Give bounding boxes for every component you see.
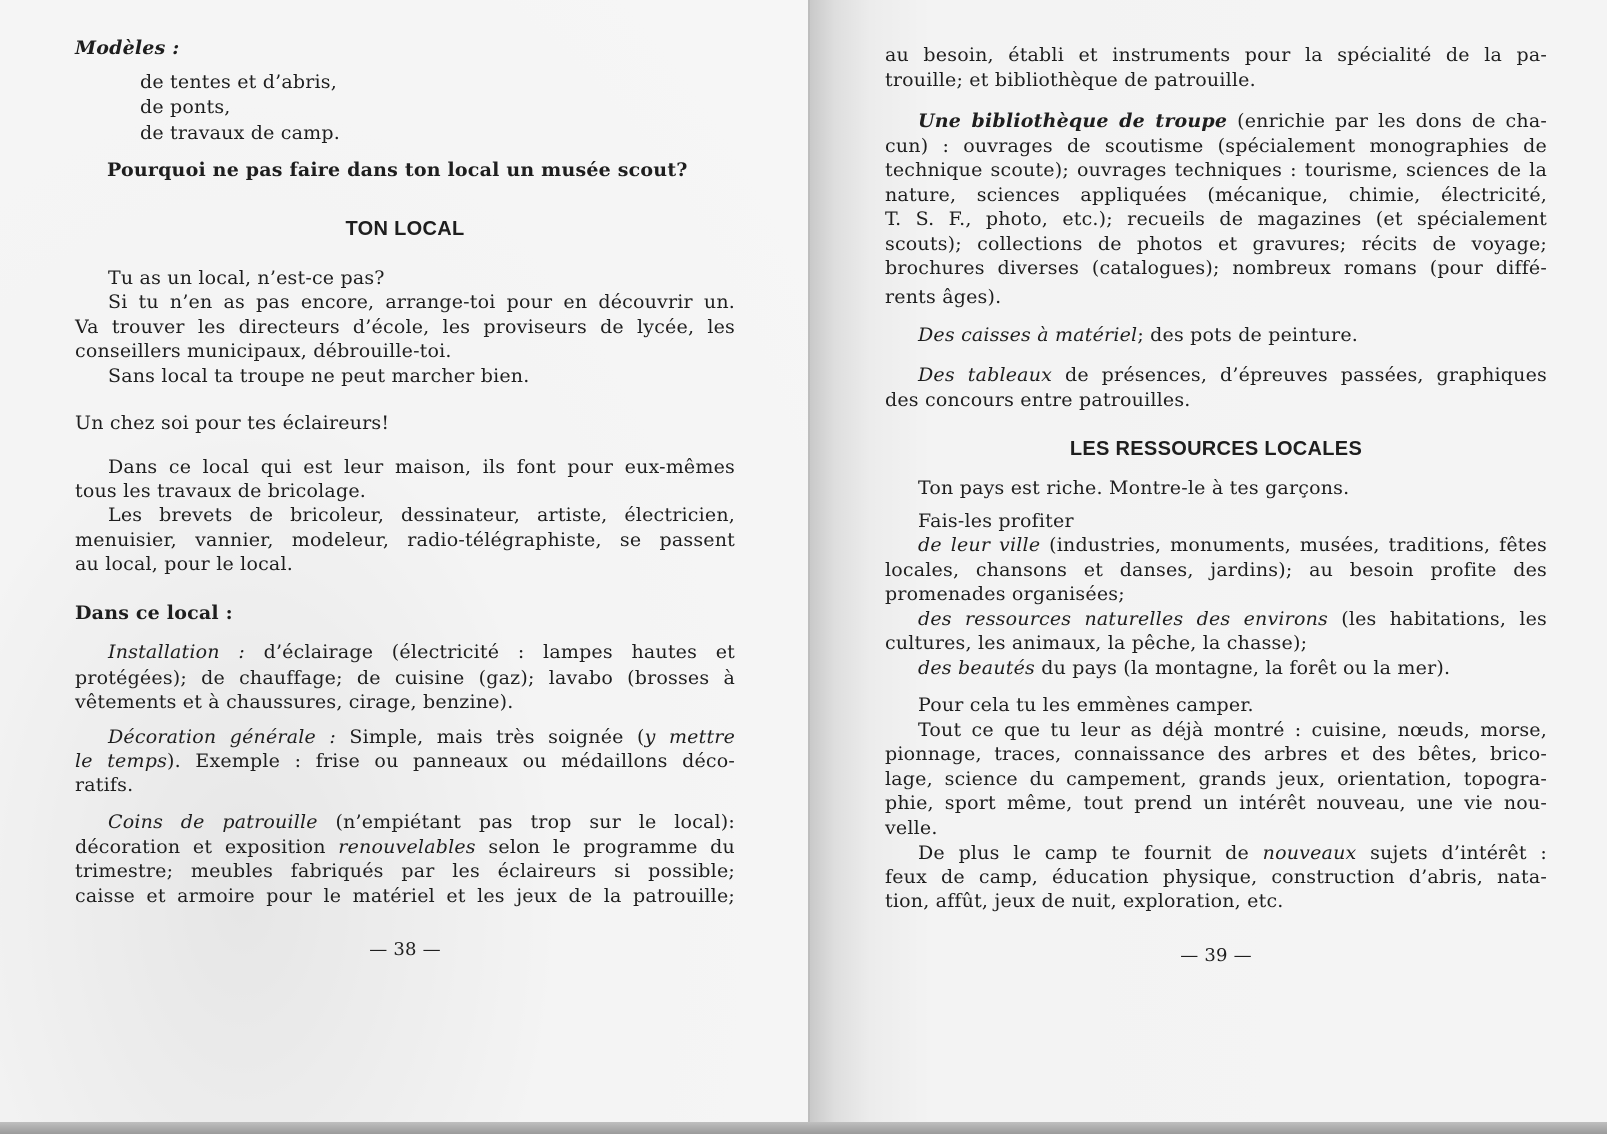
text-span: Simple, mais très soignée ( bbox=[349, 726, 645, 748]
paragraph-line: au besoin, établi et instruments pour la spécialité de la pa- bbox=[885, 44, 1547, 66]
paragraph-line: Sans local ta troupe ne peut marcher bien. bbox=[108, 365, 530, 387]
paragraph-line: nature, sciences appliquées (mécanique, chimie, électricité, bbox=[885, 184, 1547, 206]
modeles-item: de tentes et d’abris, bbox=[140, 71, 337, 93]
text-span: (enrichie par les dons de cha- bbox=[1237, 110, 1547, 132]
paragraph-line: Tout ce que tu leur as déjà montré : cuisine, nœuds, morse, bbox=[918, 719, 1547, 741]
text-span: de présences, d’épreuves passées, graphiques bbox=[1064, 364, 1547, 386]
paragraph-line: T. S. F., photo, etc.); recueils de magazines (et spécialement bbox=[885, 208, 1547, 230]
paragraph-line bbox=[75, 810, 735, 834]
paragraph-line: des concours entre patrouilles. bbox=[885, 389, 1191, 411]
section-heading-ressources-locales: LES RESSOURCES LOCALES bbox=[1069, 438, 1363, 460]
paragraph-line: au local, pour le local. bbox=[75, 553, 293, 575]
italic-span: le temps bbox=[75, 750, 168, 772]
tableaux-label: Des tableaux bbox=[918, 364, 1053, 386]
page-number: — 39 — bbox=[1180, 945, 1252, 966]
text-span: ). Exemple : frise ou panneaux ou médaillons déco- bbox=[167, 750, 735, 772]
paragraph-line: scouts); collections de photos et gravures; récits de voyage; bbox=[885, 233, 1547, 255]
paragraph-line bbox=[885, 533, 1547, 557]
page-number: — 38 — bbox=[369, 939, 441, 960]
paragraph-line bbox=[885, 607, 1547, 631]
paragraph-line bbox=[75, 725, 735, 749]
paragraph-line: conseillers municipaux, débrouille-toi. bbox=[75, 340, 452, 362]
modeles-label: Modèles : bbox=[75, 37, 180, 59]
paragraph-line bbox=[75, 640, 735, 664]
paragraph-line bbox=[885, 109, 1547, 133]
coins-label: Coins de patrouille bbox=[108, 811, 318, 833]
ressources-label: des ressources naturelles des environs bbox=[918, 608, 1328, 630]
paragraph-line bbox=[75, 749, 735, 773]
paragraph-line: velle. bbox=[885, 817, 938, 839]
paragraph-line bbox=[75, 835, 735, 859]
paragraph-line: Ton pays est riche. Montre-le à tes garçons. bbox=[918, 477, 1350, 499]
page-39 bbox=[810, 0, 1607, 1128]
paragraph-line: Dans ce local qui est leur maison, ils font pour eux-mêmes bbox=[108, 456, 735, 478]
paragraph-line: cultures, les animaux, la pêche, la chasse); bbox=[885, 632, 1308, 654]
book-bottom-edge bbox=[0, 1122, 1607, 1134]
text-span: (les habitations, les bbox=[1341, 608, 1547, 630]
text-span: (n’empiétant pas trop sur le local): bbox=[335, 811, 735, 833]
paragraph-line: protégées); de chauffage; de cuisine (gaz); lavabo (brosses à bbox=[75, 667, 735, 689]
paragraph-line: Pour cela tu les emmènes camper. bbox=[918, 694, 1254, 716]
beautes-label: des beautés bbox=[918, 657, 1035, 679]
paragraph-line: Va trouver les directeurs d’école, les proviseurs de lycée, les bbox=[75, 316, 735, 338]
text-span: De plus le camp te fournit de bbox=[918, 842, 1249, 864]
decoration-label: Décoration générale : bbox=[108, 726, 336, 748]
text-span: ; des pots de peinture. bbox=[1137, 324, 1358, 346]
paragraph-line: locales, chansons et danses, jardins); au besoin profite des bbox=[885, 559, 1547, 581]
paragraph-line: phie, sport même, tout prend un intérêt nouveau, une vie nou- bbox=[885, 792, 1547, 814]
paragraph-line: caisse et armoire pour le matériel et les jeux de la patrouille; bbox=[75, 885, 735, 907]
paragraph-line: menuisier, vannier, modeleur, radio-télégraphiste, se passent bbox=[75, 529, 735, 551]
modeles-item: de ponts, bbox=[140, 96, 231, 118]
text-span: du pays (la montagne, la forêt ou la mer). bbox=[1041, 657, 1451, 679]
text-span: sujets d’intérêt : bbox=[1370, 842, 1547, 864]
paragraph-line: Fais-les profiter bbox=[918, 510, 1074, 532]
section-heading-ton-local: TON LOCAL bbox=[345, 218, 465, 240]
paragraph-line: Si tu n’en as pas encore, arrange-toi pour en découvrir un. bbox=[108, 291, 735, 313]
text-span: (industries, monuments, musées, traditions, fêtes bbox=[1049, 534, 1547, 556]
ville-label: de leur ville bbox=[918, 534, 1041, 556]
paragraph-line: tous les travaux de bricolage. bbox=[75, 480, 367, 502]
paragraph-line: vêtements et à chaussures, cirage, benzine). bbox=[75, 691, 514, 713]
paragraph-line: cun) : ouvrages de scoutisme (spécialement monographies de bbox=[885, 135, 1547, 157]
italic-span: nouveaux bbox=[1262, 842, 1357, 864]
paragraph-line: pionnage, traces, connaissance des arbres et des bêtes, brico- bbox=[885, 743, 1547, 765]
italic-span: renouvelables bbox=[338, 836, 476, 858]
paragraph-line: promenades organisées; bbox=[885, 583, 1125, 605]
paragraph-line: brochures diverses (catalogues); nombreux romans (pour diffé- bbox=[885, 257, 1547, 279]
text-span: d’éclairage (électricité : lampes hautes et bbox=[263, 641, 735, 663]
paragraph-line: feux de camp, éducation physique, construction d’abris, nata- bbox=[885, 866, 1547, 888]
text-span: décoration et exposition bbox=[75, 836, 326, 858]
caisses-label: Des caisses à matériel bbox=[918, 324, 1138, 346]
italic-span: y mettre bbox=[644, 726, 736, 748]
paragraph-line: Tu as un local, n’est-ce pas? bbox=[108, 267, 385, 289]
musee-question: Pourquoi ne pas faire dans ton local un musée scout? bbox=[107, 159, 688, 181]
paragraph-line: trouille; et bibliothèque de patrouille. bbox=[885, 69, 1256, 91]
paragraph-line: tion, affût, jeux de nuit, exploration, etc. bbox=[885, 890, 1284, 912]
paragraph-line: trimestre; meubles fabriqués par les éclaireurs si possible; bbox=[75, 860, 735, 882]
modeles-item: de travaux de camp. bbox=[140, 122, 340, 144]
paragraph-line bbox=[885, 323, 1547, 347]
chez-soi-line: Un chez soi pour tes éclaireurs! bbox=[75, 412, 390, 434]
bibliotheque-label: Une bibliothèque de troupe bbox=[918, 110, 1228, 132]
paragraph-line: lage, science du campement, grands jeux, orientation, topogra- bbox=[885, 768, 1547, 790]
paragraph-line: technique scoute); ouvrages techniques : tourisme, sciences de la bbox=[885, 159, 1547, 181]
paragraph-line: ratifs. bbox=[75, 774, 134, 796]
text-span: selon le programme du bbox=[488, 836, 735, 858]
paragraph-line: Les brevets de bricoleur, dessinateur, artiste, électricien, bbox=[108, 504, 735, 526]
paragraph-line bbox=[885, 656, 1547, 680]
paragraph-line: rents âges). bbox=[885, 286, 1002, 308]
paragraph-line bbox=[885, 363, 1547, 387]
paragraph-line bbox=[885, 841, 1547, 865]
installation-label: Installation : bbox=[108, 641, 245, 663]
subheading-dans-ce-local: Dans ce local : bbox=[75, 602, 233, 624]
